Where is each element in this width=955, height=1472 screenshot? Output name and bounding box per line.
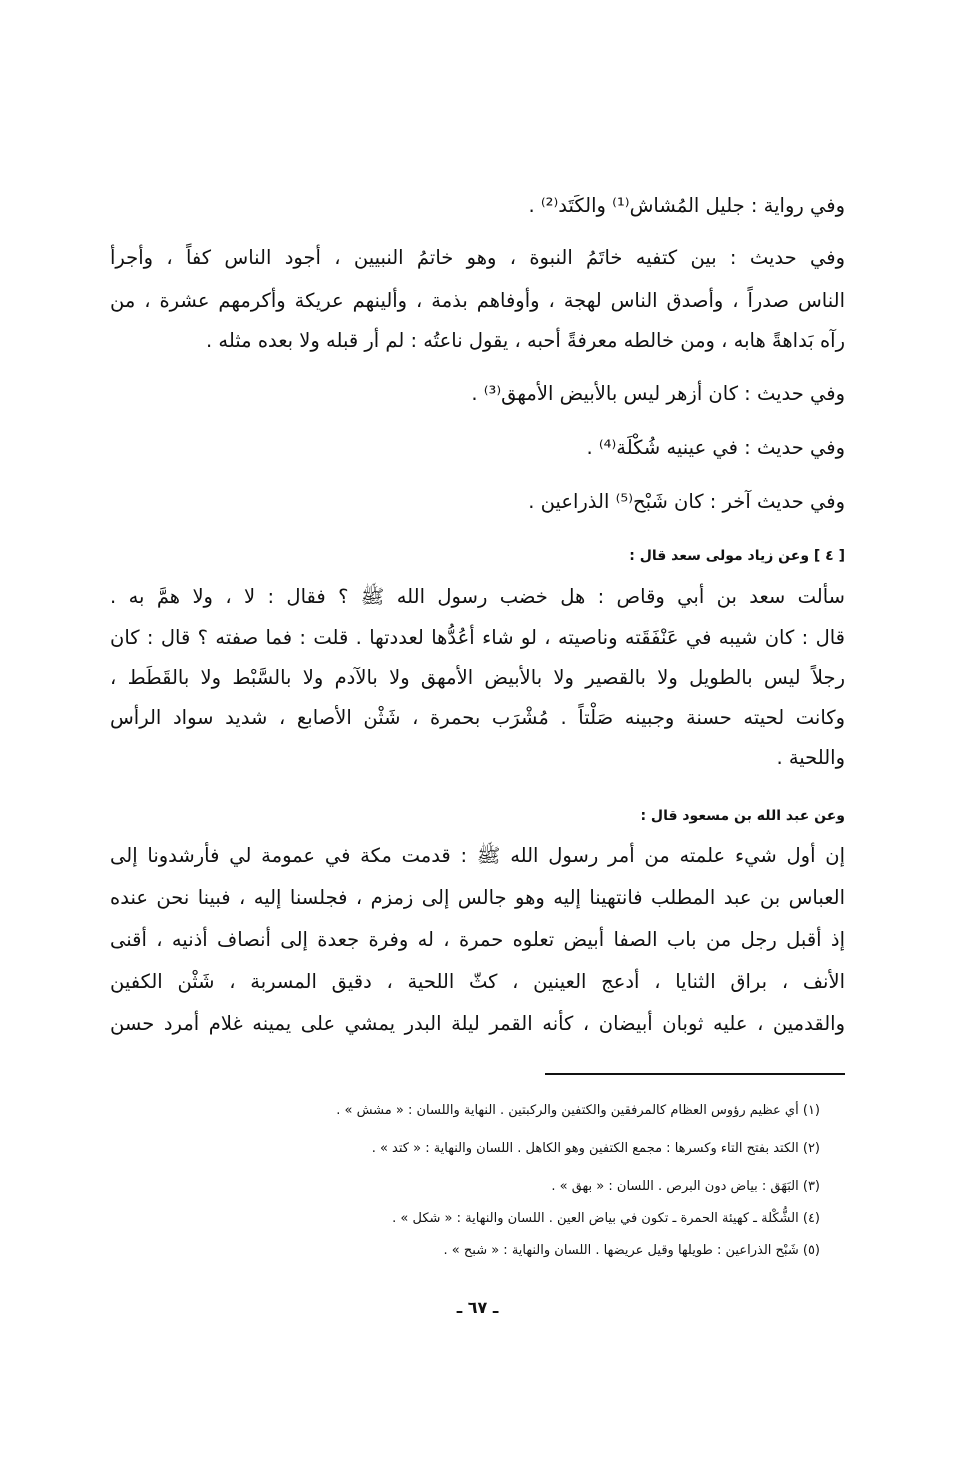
- ibn-masud-line-2: العباس بن عبد المطلب فانتهينا إليه وهو جالس إلى زمزم ، فجلسنا إليه ، فبينا نحن عنده: [110, 886, 845, 909]
- footnote-2: (٢) الكتد بفتح التاء وكسرها : مجمع الكتفين وهو الكاهل . اللسان والنهاية : « كتد » .: [371, 1141, 820, 1156]
- footnote-3: (٣) البَهَق : بياض دون البرص . اللسان : « بهق » .: [551, 1179, 820, 1194]
- section-4-line-2: قال : كان شيبه في عَنْفَقَته وناصيته ، لو شاء أعُدُّها لعددتها . قلت : فما صفته ؟ قال : كان: [110, 626, 845, 649]
- ibn-masud-line-1: إن أول شيء علمته من أمر رسول الله ﷺ : قدمت مكة في عمومة لي فأرشدونا إلى: [110, 844, 845, 867]
- ibn-masud-line-4: الأنف ، براق الثنايا ، أدعج العينين ، كثّ اللحية ، دقيق المسربة ، شَثْن الكفين: [110, 970, 845, 993]
- ibn-masud-line-3: إذ أقبل رجل من باب الصفا أبيض تعلوه حمرة ، له وفرة جعدة إلى أنصاف أذنيه ، أقنى: [110, 928, 845, 951]
- ibn-masud-line-5: والقدمين ، عليه ثوبان أبيضان ، كأنه القمر ليلة البدر يمشي على يمينه غلام أمرد حسن: [110, 1012, 845, 1035]
- section-4-line-4: وكانت لحيته حسنة وجبينه صَلْتاً . مُشْرَب بحمرة ، شَثْن الأصابع ، شديد سواد الرأس: [110, 706, 845, 729]
- section-4-line-3: رجلاً ليس بالطويل ولا بالقصير ولا بالأبيض الأمهق ولا بالآدم ولا بالسَّبْط ولا بالقَطَط ،: [110, 666, 845, 689]
- section-4-heading: [ ٤ ] وعن زياد مولى سعد قال :: [629, 548, 845, 564]
- riwaya-line: وفي رواية : جليل المُشاش⁽¹⁾ والكَتَد⁽²⁾ .: [528, 194, 845, 217]
- hadith-3-line: وفي حديث : في عينيه شُكْلَة⁽⁴⁾ .: [586, 436, 845, 459]
- hadith-1-line-2: الناس صدراً ، وأصدق الناس لهجة ، وأوفاهم بذمة ، وألينهم عريكة وأكرمهم عشرة ، من: [110, 289, 845, 312]
- footnote-4: (٤) الشُّكْلة ـ كهيئة الحمرة ـ تكون في بياض العين . اللسان والنهاية : « شكل » .: [392, 1211, 820, 1226]
- hadith-4-line: وفي حديث آخر : كان شَبْح⁽⁵⁾ الذراعين .: [528, 490, 845, 513]
- page-number: ـ ٦٧ ـ: [456, 1298, 499, 1317]
- footnote-5: (٥) شَبْح الذراعين : طويلها وقيل عريضها . اللسان والنهاية : « شبح » .: [443, 1243, 820, 1258]
- hadith-2-line: وفي حديث : كان أزهر ليس بالأبيض الأمهق⁽³⁾ .: [471, 382, 845, 405]
- section-4-line-5: واللحية .: [776, 746, 845, 769]
- ibn-masud-heading: وعن عبد الله بن مسعود قال :: [640, 808, 845, 824]
- footnote-divider: [545, 1073, 845, 1075]
- hadith-1-line-1: وفي حديث : بين كتفيه خاتَمُ النبوة ، وهو خاتمُ النبيين ، أجود الناس كفاً ، وأجرأ: [110, 246, 845, 269]
- section-4-line-1: سألت سعد بن أبي وقاص : هل خضب رسول الله ﷺ ؟ فقال : لا ، ولا همَّ به .: [110, 585, 845, 608]
- hadith-1-line-3: رآه بَداهةً هابه ، ومن خالطه معرفةً أحبه ، يقول ناعتُه : لم أر قبله ولا بعده مثله .: [205, 329, 845, 352]
- footnote-1: (١) أي عظيم رؤوس العظام كالمرفقين والكتفين والركبتين . النهاية واللسان : « مشش » .: [336, 1103, 820, 1118]
